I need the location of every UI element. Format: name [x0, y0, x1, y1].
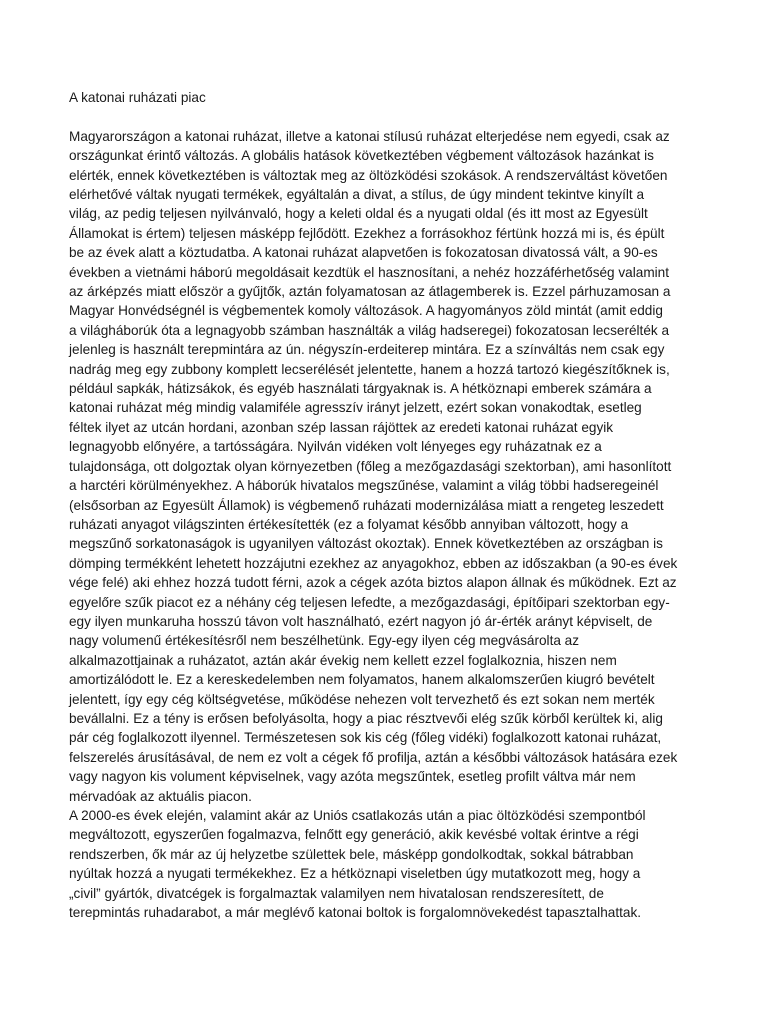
document-body	[69, 88, 703, 922]
document-title: A katonai ruházati piac	[69, 90, 206, 105]
paragraph-2: A 2000-es évek elején, valamint akár az Uniós csatlakozás után a piac öltözködési szempontból megváltozott, egyszerűen fogalmazva, felnőtt egy generáció, akik kevésbé voltak érintve a régi rendszerben, ők már az új helyzetbe születtek bele, másképp gondolkodtak, sokkal bátrabban nyúltak hozzá a nyugati termékekhez. Ez a hétköznapi viseletben úgy mutatkozott meg, hogy a „civil” gyártók, divatcégek is forgalmaztak valamilyen nem hivatalosan rendszeresített, de terepmintás ruhadarabot, a már meglévő katonai boltok is forgalomnövekedést tapasztalhattak.	[69, 808, 646, 921]
paragraph-1: Magyarországon a katonai ruházat, illetve a katonai stílusú ruházat elterjedése nem egyedi, csak az országunkat érintő változás. A globális hatások következtében végbement változások hazánkat is elérték, ennek következtében is változtak meg az öltözködési szokások. A rendszerváltást követően elérhetővé váltak nyugati termékek, egyáltalán a divat, a stílus, de úgy mindent tekintve kinyílt a világ, az pedig teljesen nyilvánvaló, hogy a keleti oldal és a nyugati oldal (és itt most az Egyesült Államokat is értem) teljesen másképp fejlődött. Ezekhez a forrásokhoz fértünk hozzá mi is, és épült be az évek alatt a köztudatba. A katonai ruházat alapvetően is fokozatosan divatossá vált, a 90-es években a vietnámi háború megoldásait kezdtük el hasznosítani, a nehéz hozzáférhetőség valamint az árképzés miatt először a gyűjtők, aztán folyamatosan az átlagemberek is. Ezzel párhuzamosan a Magyar Honvédségnél is végbementek komoly változások. A hagyományos zöld mintát (amit eddig a világháborúk óta a legnagyobb számban használták a világ hadseregei) fokozatosan lecserélték a jelenleg is használt terepmintára az ún. négyszín-erdeiterep mintára. Ez a színváltás nem csak egy nadrág meg egy zubbony komplett lecserélését jelentette, hanem a hozzá tartozó kiegészítőknek is, például sapkák, hátizsákok, és egyéb használati tárgyaknak is. A hétköznapi emberek számára a katonai ruházat még mindig valamiféle agresszív irányt jelzett, ezért sokan vonakodtak, esetleg féltek ilyet az utcán hordani, azonban szép lassan rájöttek az eredeti katonai ruházat egyik legnagyobb előnyére, a tartósságára. Nyilván vidéken volt lényeges egy ruházatnak ez a tulajdonsága, ott dolgoztak olyan környezetben (főleg a mezőgazdasági szektorban), ami hasonlított a harctéri körülményekhez. A háborúk hivatalos megszűnése, valamint a világ többi hadseregeinél (elsősorban az Egyesült Államok) is végbemenő ruházati modernizálása miatt a rengeteg leszedett ruházati anyagot világszinten értékesítették (ez a folyamat később annyiban változott, hogy a megszűnő sorkatonaságok is ugyanilyen változást okoztak). Ennek következtében az országban is dömping termékként lehetett hozzájutni ezekhez az anyagokhoz, ebben az időszakban (a 90-es évek vége felé) aki ehhez hozzá tudott férni, azok a cégek azóta biztos alapon állnak és működnek. Ezt az egyelőre szűk piacot ez a néhány cég teljesen lefedte, a mezőgazdasági, építőipari szektorban egy- egy ilyen munkaruha hosszú távon volt használható, ezért nagyon jó ár-érték arányt képviselt, de nagy volumenű értékesítésről nem beszélhetünk. Egy-egy ilyen cég megvásárolta az alkalmazottjainak a ruházatot, aztán akár évekig nem kellett ezzel foglalkoznia, hiszen nem amortizálódott le. Ez a kereskedelemben nem folyamatos, hanem alkalomszerűen kiugró bevételt jelentett, így egy cég költségvetése, működése nehezen volt tervezhető és ezt sokan nem merték bevállalni. Ez a tény is erősen befolyásolta, hogy a piac résztvevői elég szűk körből kerültek ki, alig pár cég foglalkozott ilyennel. Természetesen sok kis cég (főleg vidéki) foglalkozott katonai ruházat, felszerelés árusításával, de nem ez volt a cégek fő profilja, aztán a későbbi változások hatására ezek vagy nagyon kis volument képviselnek, vagy azóta megszűntek, esetleg profilt váltva már nem mérvadóak az aktuális piacon.	[69, 128, 678, 804]
